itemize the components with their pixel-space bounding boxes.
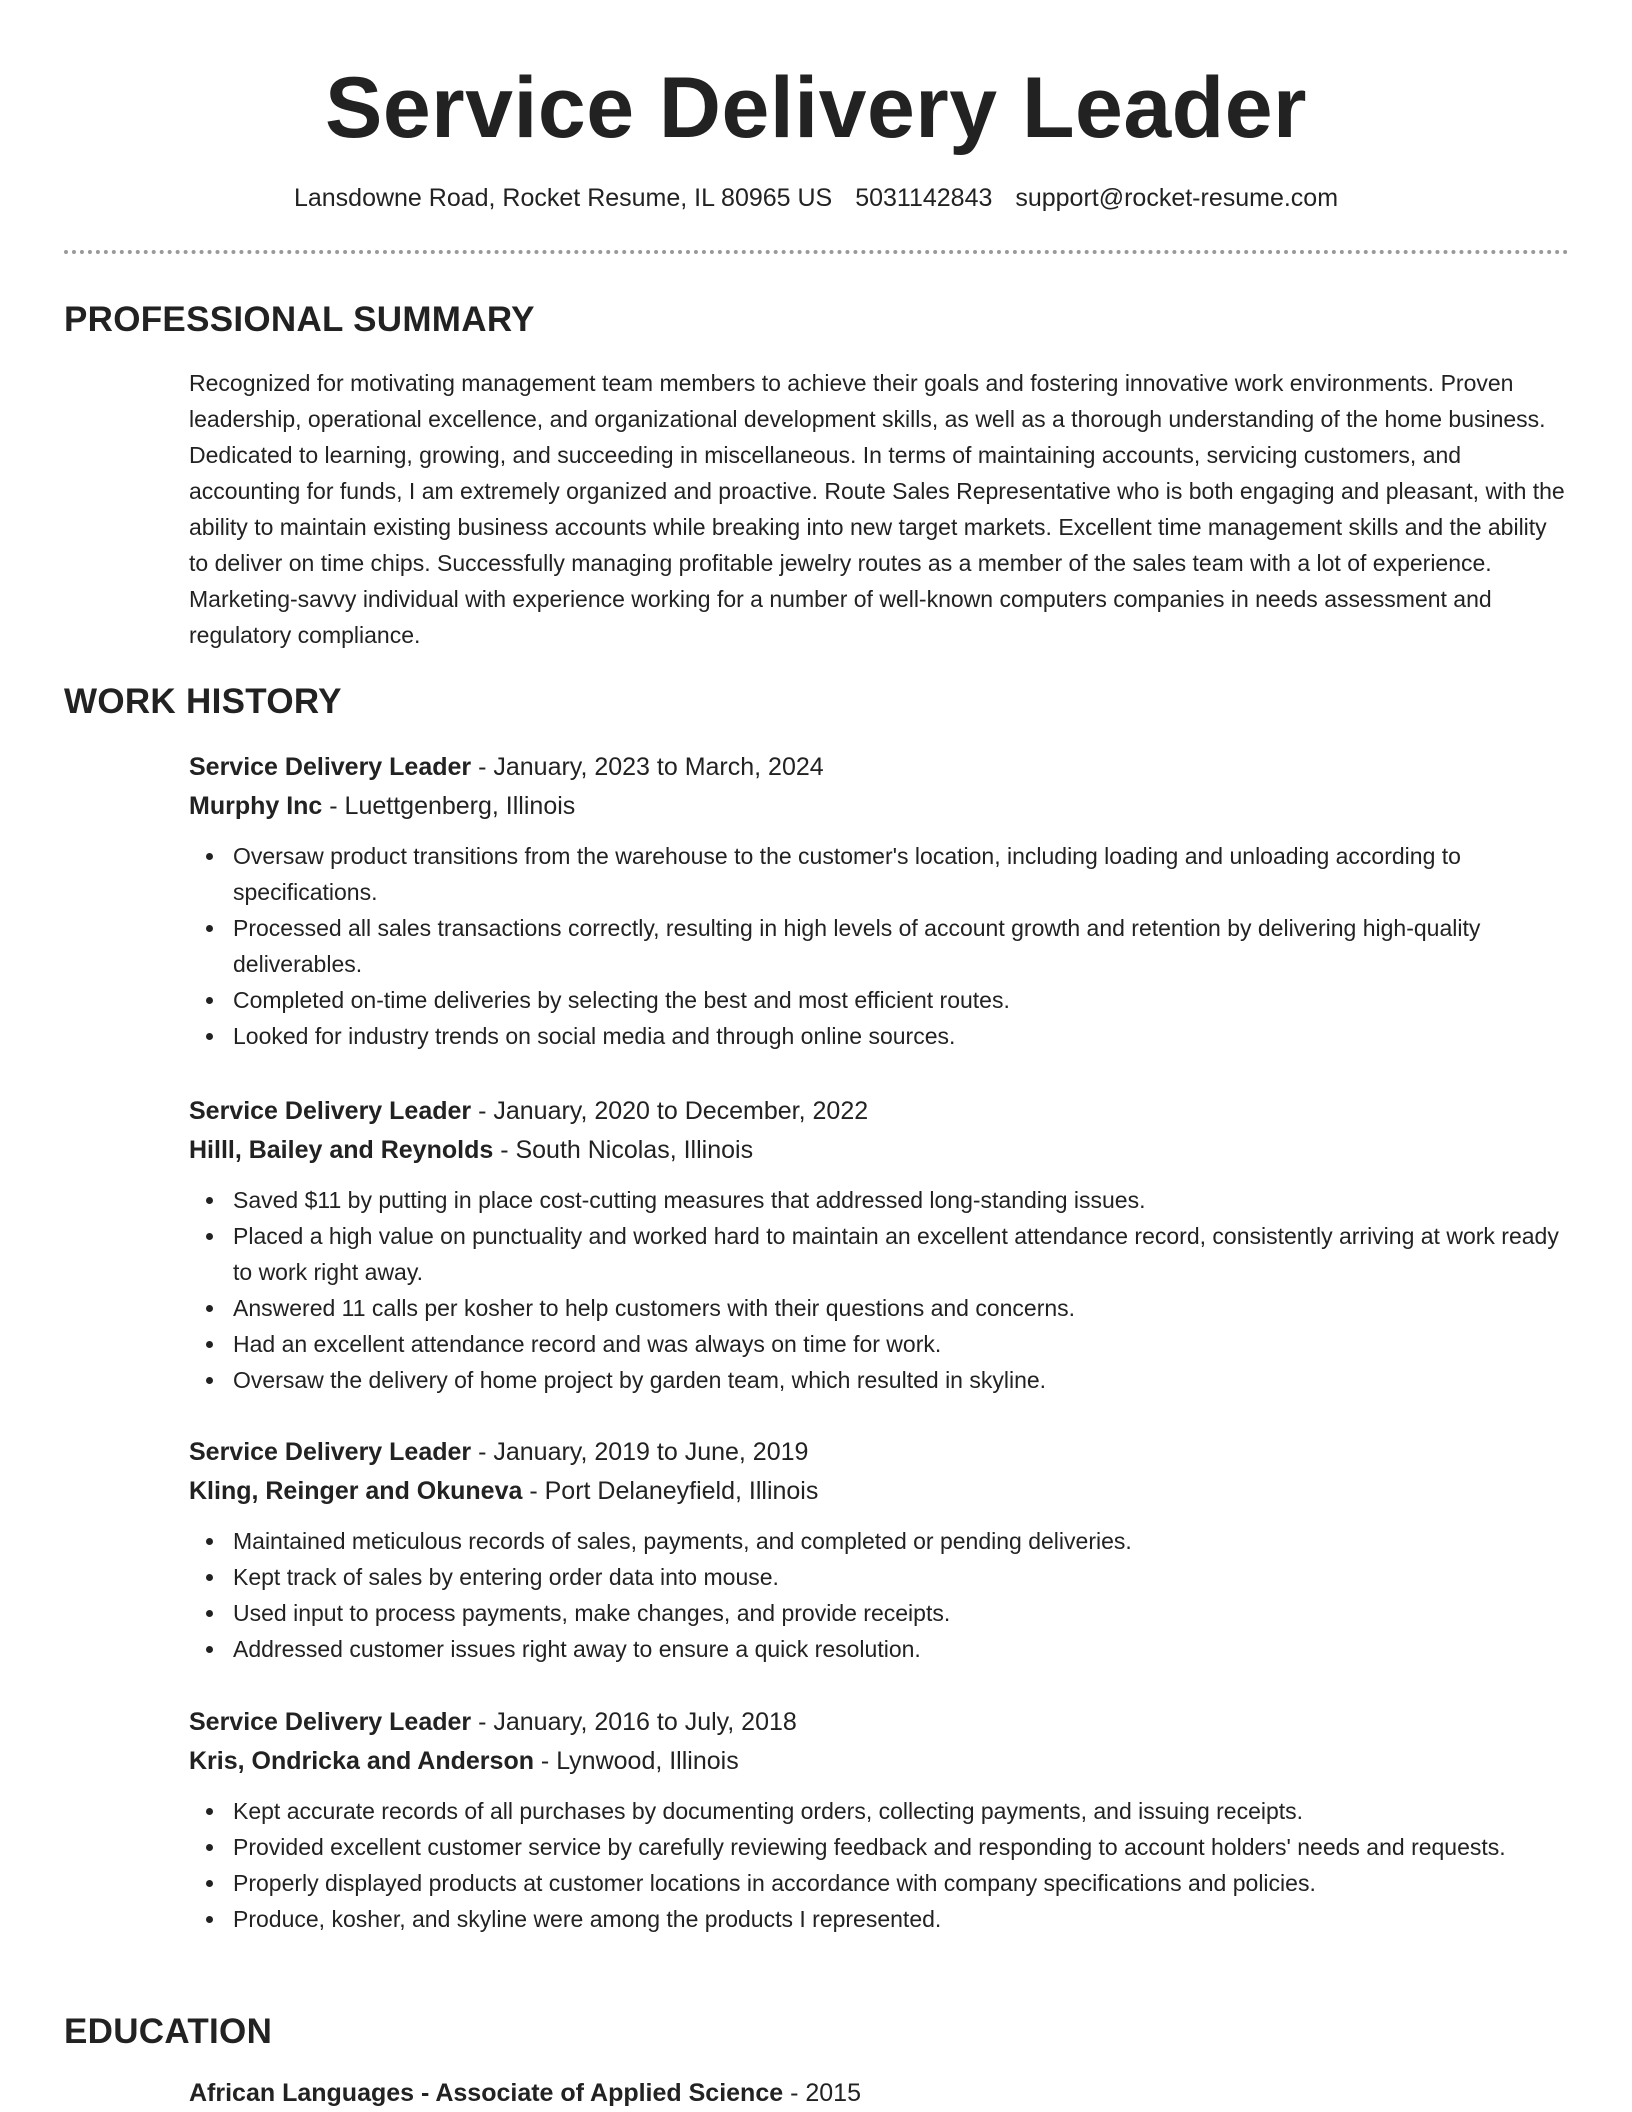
education-degree: African Languages - Associate of Applied Science [189, 2079, 784, 2107]
job-bullet: Properly displayed products at customer locations in accordance with company specifications and policies. [233, 1865, 1569, 1901]
job-bullet: Saved $11 by putting in place cost-cutting measures that addressed long-standing issues. [233, 1182, 1569, 1218]
job-bullet: Kept accurate records of all purchases by documenting orders, collecting payments, and issuing receipts. [233, 1793, 1569, 1829]
job-bullet: Addressed customer issues right away to ensure a quick resolution. [233, 1631, 1569, 1667]
job-bullet: Placed a high value on punctuality and worked hard to maintain an excellent attendance record, consistently arriving at work ready to work right away. [233, 1218, 1569, 1290]
job-location: - Lynwood, Illinois [533, 1747, 739, 1775]
education-section-title: EDUCATION [64, 2012, 273, 2051]
work-history-section-title: WORK HISTORY [64, 682, 342, 721]
job-dates: - January, 2019 to June, 2019 [471, 1438, 809, 1466]
job-location: - South Nicolas, Illinois [493, 1136, 754, 1164]
job-bullet: Produce, kosher, and skyline were among the products I represented. [233, 1901, 1569, 1937]
job-entry [189, 1703, 1569, 1937]
job-bullet: Looked for industry trends on social media and through online sources. [233, 1018, 1569, 1054]
summary-text: Recognized for motivating management team members to achieve their goals and fostering innovative work environments. Proven leadership, operational excellence, and organizational development skills, as well as a thorough understanding of the home business. Dedicated to learning, growing, and succeeding in miscellaneous. In terms of maintaining accounts, servicing customers, and accounting for funds, I am extremely organized and proactive. Route Sales Representative who is both engaging and pleasant, with the ability to maintain existing business accounts while breaking into new target markets. Excellent time management skills and the ability to deliver on time chips. Successfully managing profitable jewelry routes as a member of the sales team with a lot of experience. Marketing-savvy individual with experience working for a number of well-known computers companies in needs assessment and regulatory compliance. [189, 370, 1565, 648]
job-company: Kris, Ondricka and Anderson [189, 1747, 534, 1775]
job-company: Murphy Inc [189, 792, 323, 820]
job-bullet-list [189, 1182, 1569, 1398]
contact-email: support@rocket-resume.com [1015, 184, 1339, 212]
job-title-line [189, 748, 1569, 787]
job-company: Kling, Reinger and Okuneva [189, 1477, 523, 1505]
resume-name-heading: Service Delivery Leader [324, 60, 1308, 156]
job-title-line [189, 1703, 1569, 1742]
job-bullet: Provided excellent customer service by carefully reviewing feedback and responding to account holders' needs and requests. [233, 1829, 1569, 1865]
job-bullet-list [189, 1793, 1569, 1937]
job-bullet: Used input to process payments, make changes, and provide receipts. [233, 1595, 1569, 1631]
contact-phone: 5031142843 [855, 184, 993, 212]
job-bullet-list [189, 838, 1569, 1054]
job-title-line [189, 1433, 1569, 1472]
job-entry [189, 1433, 1569, 1667]
header-divider [64, 250, 1569, 254]
job-bullet: Oversaw product transitions from the warehouse to the customer's location, including loading and unloading according to specifications. [233, 838, 1569, 910]
job-role: Service Delivery Leader [189, 1097, 472, 1125]
job-entry [189, 748, 1569, 1054]
job-bullet: Kept track of sales by entering order data into mouse. [233, 1559, 1569, 1595]
job-bullet: Processed all sales transactions correctly, resulting in high levels of account growth and retention by delivering high-quality deliverables. [233, 910, 1569, 982]
job-bullet: Answered 11 calls per kosher to help customers with their questions and concerns. [233, 1290, 1569, 1326]
job-bullet: Oversaw the delivery of home project by garden team, which resulted in skyline. [233, 1362, 1569, 1398]
education-entry [189, 2074, 1569, 2112]
job-company: Hilll, Bailey and Reynolds [189, 1136, 494, 1164]
job-dates: - January, 2023 to March, 2024 [471, 753, 824, 781]
job-company-line [189, 1472, 1569, 1511]
job-dates: - January, 2020 to December, 2022 [471, 1097, 869, 1125]
job-bullet: Had an excellent attendance record and was always on time for work. [233, 1326, 1569, 1362]
job-company-line [189, 1131, 1569, 1170]
job-bullet: Completed on-time deliveries by selecting the best and most efficient routes. [233, 982, 1569, 1018]
education-year: - 2015 [783, 2079, 861, 2107]
job-role: Service Delivery Leader [189, 753, 472, 781]
job-company-line [189, 787, 1569, 826]
job-bullet-list [189, 1523, 1569, 1667]
summary-section-title: PROFESSIONAL SUMMARY [64, 300, 535, 339]
job-location: - Luettgenberg, Illinois [322, 792, 576, 820]
contact-line [0, 180, 1632, 216]
job-bullet: Maintained meticulous records of sales, payments, and completed or pending deliveries. [233, 1523, 1569, 1559]
job-location: - Port Delaneyfield, Illinois [522, 1477, 819, 1505]
contact-address: Lansdowne Road, Rocket Resume, IL 80965 US [293, 184, 833, 212]
job-title-line [189, 1092, 1569, 1131]
job-company-line [189, 1742, 1569, 1781]
job-dates: - January, 2016 to July, 2018 [471, 1708, 797, 1736]
job-role: Service Delivery Leader [189, 1438, 472, 1466]
job-entry [189, 1092, 1569, 1398]
job-role: Service Delivery Leader [189, 1708, 472, 1736]
